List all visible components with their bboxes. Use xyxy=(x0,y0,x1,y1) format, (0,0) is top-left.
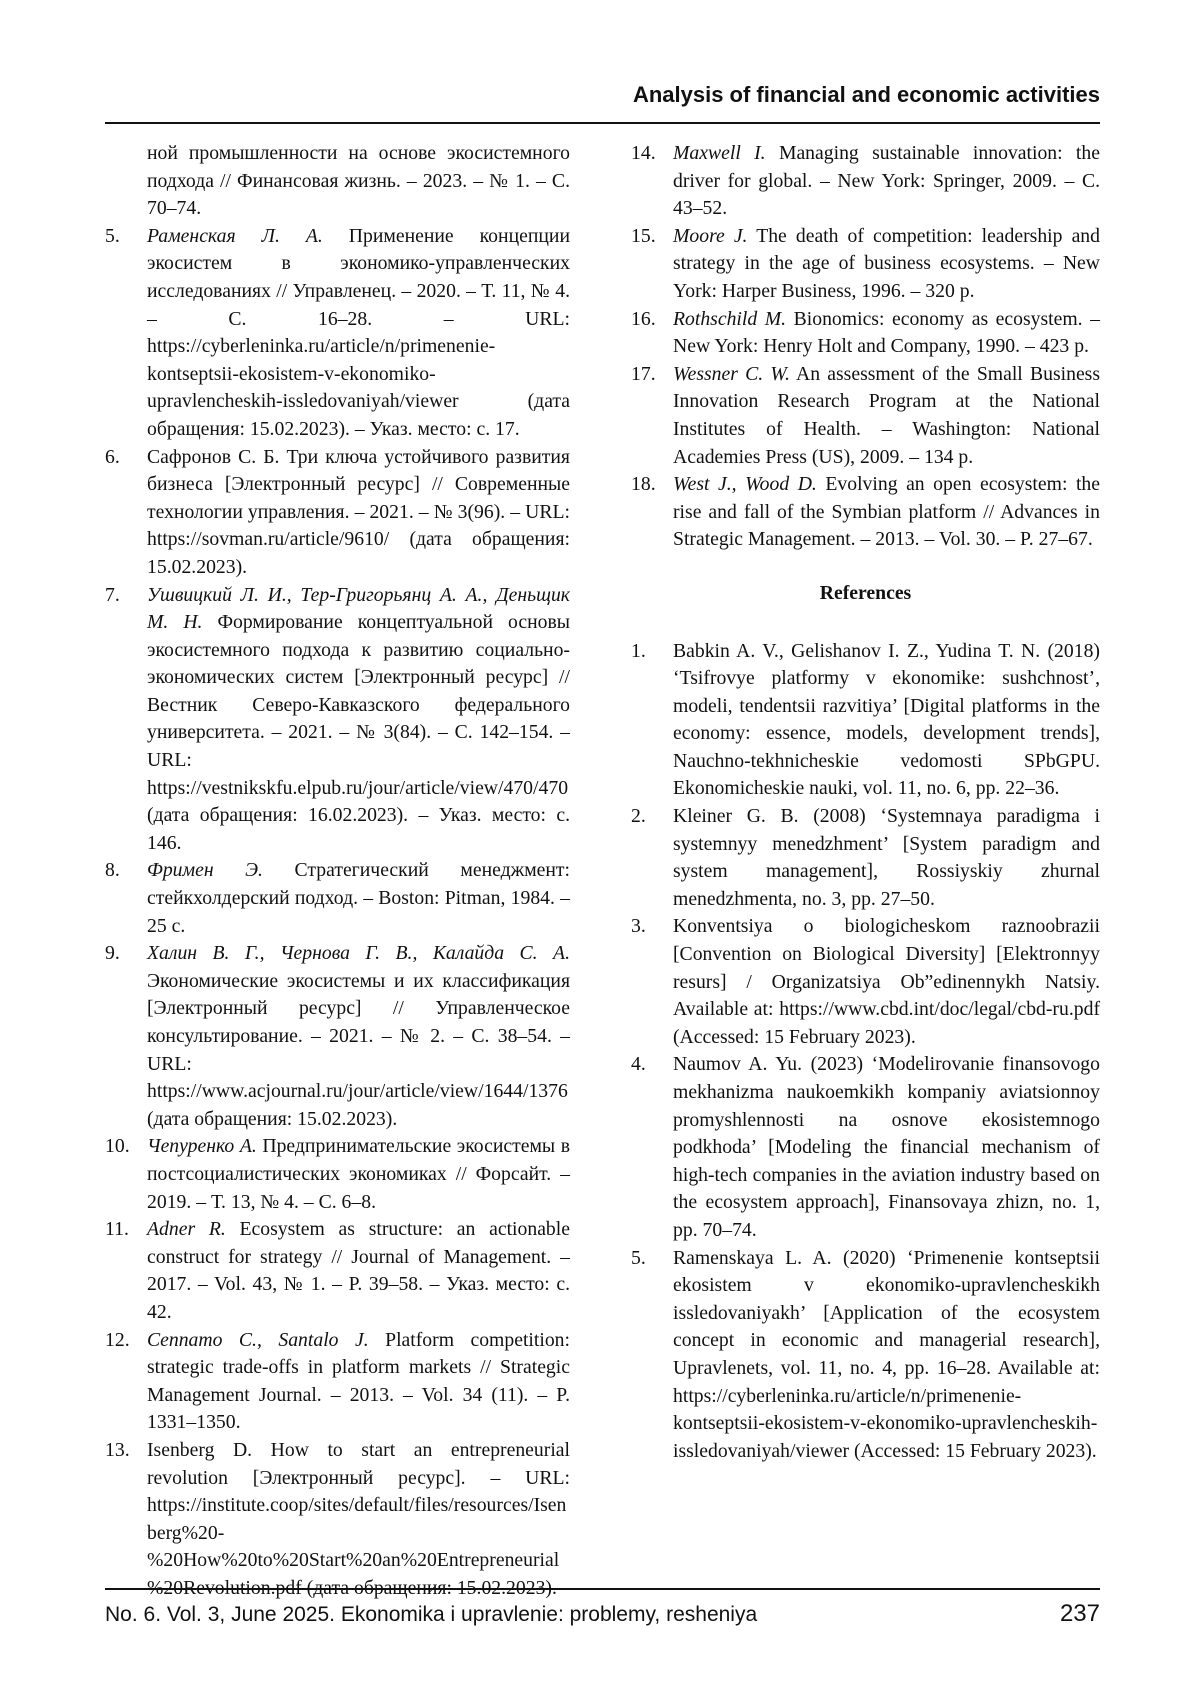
reference-text: Konventsiya o biologicheskom raznoobrazii [Convention on Biological Diversity] [Elektronnyy resurs] / Organizatsiya Ob”edinennykh Natsiy. Available at: https://www.cbd.int/doc/legal/cbd-ru.pdf (Accessed: 15 February 2023). xyxy=(673,915,1100,1048)
reference-text: Evolving an open ecosystem: the rise and fall of the Symbian platform // Advances in Strategic Management. – 2013. – Vol. 30. – P. 27–67. xyxy=(673,473,1100,551)
reference-item xyxy=(105,940,570,1133)
reference-item xyxy=(105,1133,570,1216)
reference-number: 1. xyxy=(631,639,646,662)
reference-text: Platform competition: strategic trade-offs in platform markets // Strategic Management Journal. – 2013. – Vol. 34 (11). – P. 1331–1350. xyxy=(147,1328,570,1434)
reference-text: Naumov A. Yu. (2023) ‘Modelirovanie finansovogo mekhanizma naukoemkikh kompaniy aviatsionnoy promyshlennosti na osnove ekosistemnogo podkhoda’ [Modeling the financial mechanism of high-tech companies in the aviation industry based on the ecosystem approach], Finansovaya zhizn, no. 1, pp. 70–74. xyxy=(673,1053,1100,1241)
footer-divider xyxy=(105,1588,1100,1590)
reference-item xyxy=(631,361,1100,471)
reference-text: Ecosystem as structure: an actionable construct for strategy // Journal of Management. – 2017. – Vol. 43, № 1. – P. 39–58. – Указ. место: с. 42. xyxy=(147,1218,570,1323)
transliterated-reference-item xyxy=(631,803,1100,913)
reference-authors: Adner R. xyxy=(147,1218,226,1241)
reference-continuation: ной промышленности на основе экосистемного подхода // Финансовая жизнь. – 2023. – № 1. – С. 70–74. xyxy=(147,142,570,220)
reference-number: 13. xyxy=(105,1438,130,1461)
reference-number: 3. xyxy=(631,915,646,938)
references-heading: References xyxy=(819,581,912,604)
left-column xyxy=(105,140,570,1602)
page-number: 237 xyxy=(1059,1600,1100,1627)
reference-text: Экономические экосистемы и их классификация [Электронный ресурс] // Управленческое консультирование. – 2021. – № 2. – С. 38–54. – URL: https://www.acjournal.ru/jour/article/view/1644/1376 (дата обращения: 15.02.2023). xyxy=(147,969,570,1130)
reference-number: 17. xyxy=(631,362,656,385)
reference-text: Managing sustainable innovation: the driver for global. – New York: Springer, 2009. – С. 43–52. xyxy=(673,142,1100,220)
reference-item xyxy=(105,1216,570,1326)
reference-authors: Cennamo C., Santalo J. xyxy=(147,1328,369,1351)
reference-authors: Wessner C. W. xyxy=(673,362,790,385)
reference-authors: Чепуренко А. xyxy=(147,1135,257,1158)
reference-authors: West J., Wood D. xyxy=(673,473,817,496)
reference-text: Сафронов С. Б. Три ключа устойчивого развития бизнеса [Электронный ресурс] // Современные технологии управления. – 2021. – № 3(96). – URL: https://sovman.ru/article/9610/ (дата обращения: 15.02.2023). xyxy=(147,445,570,578)
reference-text: Bionomics: economy as ecosystem. – New York: Henry Holt and Company, 1990. – 423 p. xyxy=(673,307,1100,358)
reference-number: 18. xyxy=(631,473,656,496)
reference-number: 15. xyxy=(631,224,656,247)
reference-authors: Rothschild M. xyxy=(673,307,787,330)
reference-text: The death of competition: leadership and strategy in the age of business ecosystems. – New York: Harper Business, 1996. – 320 p. xyxy=(673,224,1100,302)
reference-number: 14. xyxy=(631,142,656,164)
reference-number: 12. xyxy=(105,1328,130,1351)
reference-number: 5. xyxy=(631,1246,646,1269)
reference-number: 11. xyxy=(105,1218,129,1241)
reference-authors: Халин В. Г., Чернова Г. В., Калайда С. А. xyxy=(147,942,570,965)
reference-item xyxy=(105,1327,570,1437)
reference-number: 6. xyxy=(105,445,120,468)
reference-authors: Maxwell I. xyxy=(673,142,766,164)
reference-item xyxy=(105,444,570,582)
reference-text: Применение концепции экосистем в экономико-управленческих исследованиях // Управленец. – 2020. – Т. 11, № 4. – С. 16–28. – URL: https://cyberleninka.ru/article/n/primenenie-kontseptsii-ekosistem-v-ekonomiko-upravlencheskih-issledovaniyah/viewer (дата обращения: 15.02.2023). – Указ. место: с. 17. xyxy=(147,224,570,440)
reference-number: 16. xyxy=(631,307,656,330)
transliterated-reference-item xyxy=(631,638,1100,804)
reference-text: Ramenskaya L. A. (2020) ‘Primenenie kontseptsii ekosistem v ekonomiko-upravlencheskikh issledovaniyakh’ [Application of the ecosystem concept in economic and managerial research], Upravlenets, vol. 11, no. 4, pp. 16–28. Available at: https://cyberleninka.ru/article/n/primenenie-kontseptsii-ekosistem-v-ekonomiko-upravlencheskih-issledovaniyah/viewer (Accessed: 15 February 2023). xyxy=(673,1246,1100,1462)
reference-item xyxy=(105,223,570,444)
reference-text: Isenberg D. How to start an entrepreneurial revolution [Электронный ресурс]. – URL: https://institute.coop/sites/default/files/resources/Isenberg%20-%20How%20to%20Start%20an%20Entrepreneurial%20Revolution.pdf (дата обращения: 15.02.2023). xyxy=(147,1438,570,1599)
transliterated-reference-item xyxy=(631,1245,1100,1466)
reference-number: 10. xyxy=(105,1135,130,1158)
reference-number: 4. xyxy=(631,1053,646,1076)
transliterated-reference-item xyxy=(631,913,1100,1051)
reference-text: Стратегический менеджмент: стейкхолдерский подход. – Boston: Pitman, 1984. – 25 с. xyxy=(147,859,571,937)
reference-number: 9. xyxy=(105,942,120,965)
transliterated-reference-item xyxy=(631,1051,1100,1244)
reference-text: An assessment of the Small Business Innovation Research Program at the National Institutes of Health. – Washington: National Academies Press (US), 2009. – 134 p. xyxy=(673,362,1100,468)
reference-item xyxy=(105,857,570,940)
reference-item xyxy=(631,223,1100,306)
reference-item xyxy=(631,306,1100,361)
reference-item xyxy=(631,471,1100,554)
header-divider xyxy=(105,122,1100,124)
reference-item xyxy=(105,582,570,858)
right-column xyxy=(631,140,1100,1465)
reference-text: Формирование концептуальной основы экосистемного подхода к развитию социально-экономических систем [Электронный ресурс] // Вестник Северо-Кавказского федерального университета. – 2021. – № 3(84). – С. 142–154. – URL: https://vestnikskfu.elpub.ru/jour/article/view/470/470 (дата обращения: 16.02.2023). – Указ. место: с. 146. xyxy=(147,611,571,854)
reference-text: Предпринимательские экосистемы в постсоциалистических экономиках // Форсайт. – 2019. – Т. 13, № 4. – С. 6–8. xyxy=(147,1135,570,1213)
reference-text: Babkin A. V., Gelishanov I. Z., Yudina T. N. (2018) ‘Tsifrovye platformy v ekonomike: sushchnost’, modeli, tendentsii razvitiya’ [Digital platforms in the economy: essence, models, development trends], Nauchno-tekhnicheskie vedomosti SPbGPU. Ekonomicheskie nauki, vol. 11, no. 6, pp. 22–36. xyxy=(673,639,1100,800)
journal-footer: No. 6. Vol. 3, June 2025. Ekonomika i upravlenie: problemy, resheniya xyxy=(105,1603,758,1626)
reference-item xyxy=(105,1437,570,1603)
reference-number: 5. xyxy=(105,224,120,247)
reference-text: Kleiner G. B. (2008) ‘Systemnaya paradigma i systemnyy menedzhment’ [System paradigm and system management], Rossiyskiy zhurnal menedzhmenta, no. 3, pp. 27–50. xyxy=(673,805,1100,910)
reference-authors: Раменская Л. А. xyxy=(147,224,323,247)
reference-number: 2. xyxy=(631,805,646,828)
reference-authors: Moore J. xyxy=(673,224,748,247)
reference-authors: Фримен Э. xyxy=(147,859,263,882)
reference-authors: Ушвицкий Л. И., Тер-Григорьянц А. А., Деньщик М. Н. xyxy=(147,583,570,634)
reference-item xyxy=(631,140,1100,223)
reference-number: 8. xyxy=(105,859,120,882)
reference-number: 7. xyxy=(105,583,120,606)
running-header: Analysis of financial and economic activities xyxy=(632,82,1100,107)
